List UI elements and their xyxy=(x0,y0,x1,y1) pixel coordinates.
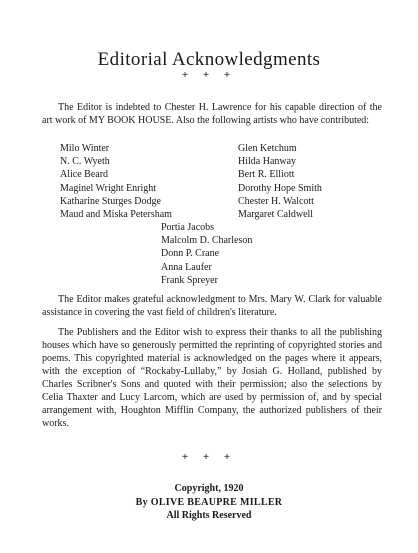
artist-name: Glen Ketchum xyxy=(238,143,297,154)
artist-name: Dorothy Hope Smith xyxy=(238,182,322,194)
artist-name: Portia Jacobs xyxy=(161,222,215,233)
artist-name: Chester H. Walcott xyxy=(238,195,314,207)
artist-name: Milo Winter xyxy=(60,143,110,154)
page-title: Editorial Acknowledgments xyxy=(97,48,321,70)
artist-name: Hilda Hanway xyxy=(238,156,297,168)
clark-acknowledgment: The Editor makes grateful acknowledgment to Mrs. Mary W. Clark for valuable assistance in covering the vast field of children's literature. xyxy=(42,294,382,318)
artist-column-right xyxy=(238,142,322,221)
ornament-divider: + + + xyxy=(181,451,237,463)
copyright-block xyxy=(0,482,418,523)
copyright-author: By OLIVE BEAUPRE MILLER xyxy=(135,496,283,508)
ornament-divider: + + + xyxy=(181,69,237,81)
intro-paragraph: The Editor is indebted to Chester H. Lawrence for his capable direction of the art work of MY BOOK HOUSE. Also the following artists who have contributed: xyxy=(42,102,382,126)
artist-name: Maud and Miska Petersham xyxy=(60,209,172,221)
artist-name: Frank Spreyer xyxy=(161,274,218,286)
artist-name: Alice Beard xyxy=(60,169,109,181)
artist-column-left xyxy=(60,142,172,221)
artist-name: Maginel Wright Enright xyxy=(60,182,157,194)
artist-name: Malcolm D. Charleson xyxy=(161,235,253,247)
artist-name: Bert R. Elliott xyxy=(238,169,295,181)
artist-name: Donn P. Crane xyxy=(161,248,220,260)
artist-name: N. C. Wyeth xyxy=(60,156,110,168)
artist-name: Anna Laufer xyxy=(161,261,212,273)
artist-name: Margaret Caldwell xyxy=(238,209,314,221)
copyright-year: Copyright, 1920 xyxy=(174,483,244,494)
rights-reserved: All Rights Reserved xyxy=(166,510,252,521)
publishers-acknowledgment: The Publishers and the Editor wish to express their thanks to all the publishing houses which have so generously permitted the reprinting of copyrighted stories and poems. This copyrighted material is acknowledged on the pages where it appears, with the exception of “Rockaby-Lullaby,” by Josiah G. Holland, published by Charles Scribner's Sons and quoted with their permission; also the selections by Celia Thaxter and Lucy Larcom, which are used by permission of, and by special arrangement with, Houghton Mifflin Company, the authorized publishers of their works. xyxy=(42,327,382,429)
artist-name: Katharine Sturges Dodge xyxy=(60,195,161,207)
artist-column-center xyxy=(161,221,252,287)
